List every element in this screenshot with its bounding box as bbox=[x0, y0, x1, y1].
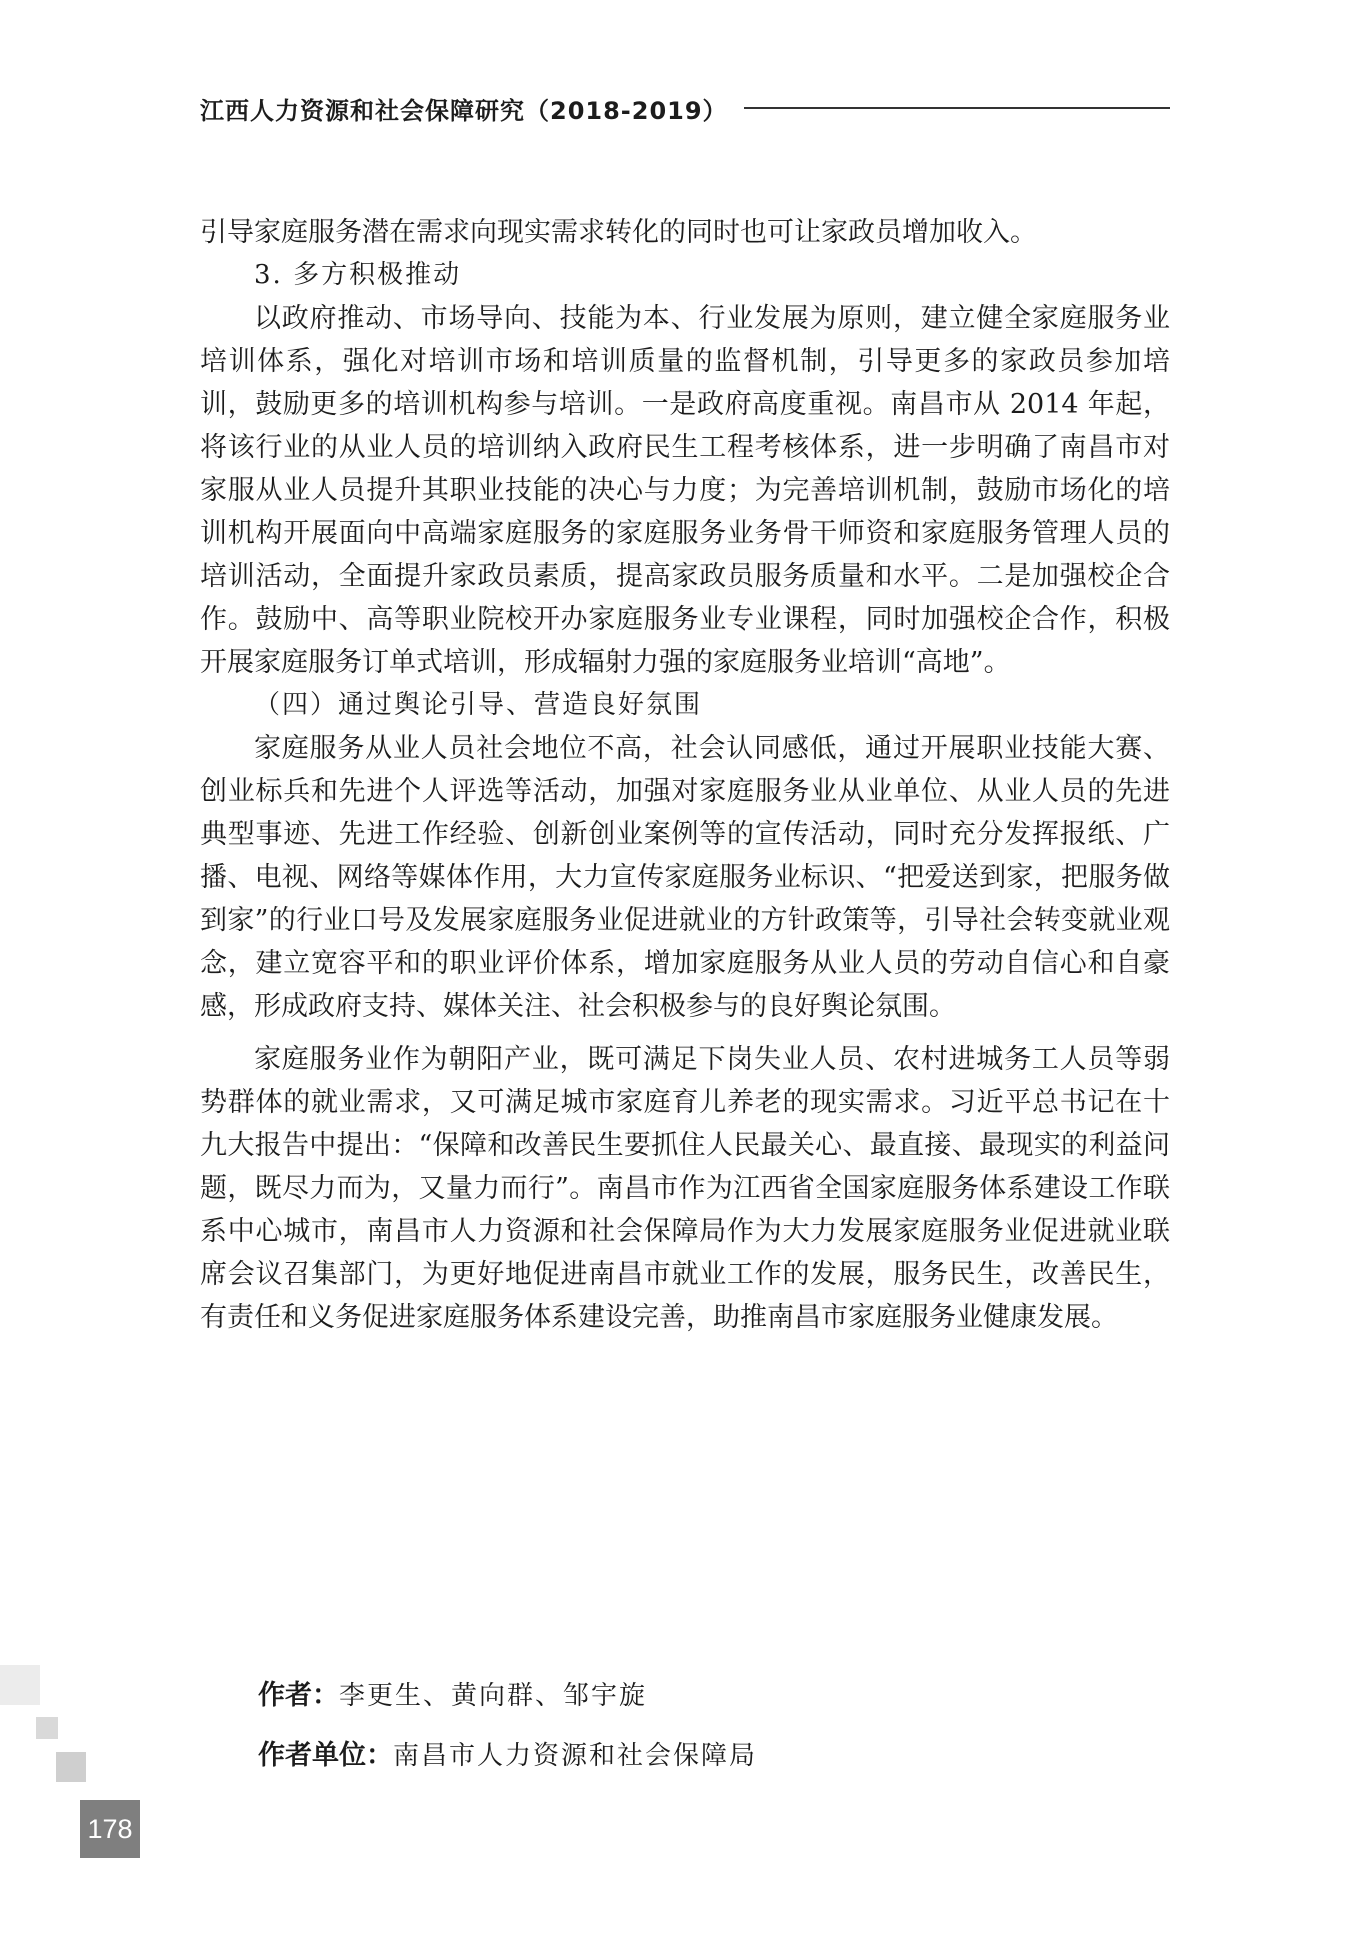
author-unit-label: 作者单位： bbox=[258, 1740, 393, 1771]
author-block bbox=[258, 1666, 757, 1786]
paragraph-continuation: 引导家庭服务潜在需求向现实需求转化的同时也可让家政员增加收入。 bbox=[200, 217, 1037, 248]
decorative-square-2 bbox=[36, 1717, 58, 1739]
decorative-square-3 bbox=[56, 1752, 86, 1782]
page-number: 178 bbox=[80, 1800, 140, 1858]
header-rule bbox=[744, 107, 1170, 109]
book-title: 江西人力资源和社会保障研究（2018-2019） bbox=[200, 96, 728, 125]
author-label: 作者： bbox=[258, 1680, 339, 1711]
running-header bbox=[200, 88, 1170, 128]
paragraph-conclusion: 家庭服务业作为朝阳产业，既可满足下岗失业人员、农村进城务工人员等弱势群体的就业需求，又可满足城市家庭育儿养老的现实需求。习近平总书记在十九大报告中提出：“保障和改善民生要抓住人民最关心、最直接、最现实的利益问题，既尽力而为，又量力而行”。南昌市作为江西省全国家庭服务体系建设工作联系中心城市，南昌市人力资源和社会保障局作为大力发展家庭服务业促进就业联席会议召集部门，为更好地促进南昌市就业工作的发展，服务民生，改善民生，有责任和义务促进家庭服务体系建设完善，助推南昌市家庭服务业健康发展。 bbox=[200, 1044, 1170, 1333]
decorative-square-1 bbox=[0, 1665, 40, 1705]
author-line bbox=[258, 1666, 757, 1726]
paragraph-publicity: 家庭服务从业人员社会地位不高，社会认同感低，通过开展职业技能大赛、创业标兵和先进个人评选等活动，加强对家庭服务业从业单位、从业人员的先进典型事迹、先进工作经验、创新创业案例等的宣传活动，同时充分发挥报纸、广播、电视、网络等媒体作用，大力宣传家庭服务业标识、“把爱送到家，把服务做到家”的行业口号及发展家庭服务业促进就业的方针政策等，引导社会转变就业观念，建立宽容平和的职业评价体系，增加家庭服务从业人员的劳动自信心和自豪感，形成政府支持、媒体关注、社会积极参与的良好舆论氛围。 bbox=[200, 733, 1170, 1022]
paragraph-training: 以政府推动、市场导向、技能为本、行业发展为原则，建立健全家庭服务业培训体系，强化对培训市场和培训质量的监督机制，引导更多的家政员参加培训，鼓励更多的培训机构参与培训。一是政府高度重视。南昌市从 2014 年起，将该行业的从业人员的培训纳入政府民生工程考核体系，进一步明确了南昌市对家服从业人员提升其职业技能的决心与力度；为完善培训机制，鼓励市场化的培训机构开展面向中高端家庭服务的家庭服务业务骨干师资和家庭服务管理人员的培训活动，全面提升家政员素质，提高家政员服务质量和水平。二是加强校企合作。鼓励中、高等职业院校开办家庭服务业专业课程，同时加强校企合作，积极开展家庭服务订单式培训，形成辐射力强的家庭服务业培训“高地”。 bbox=[200, 303, 1170, 678]
subheading-multi-party: 3. 多方积极推动 bbox=[254, 260, 462, 290]
page-body bbox=[200, 211, 1170, 1339]
author-unit-name: 南昌市人力资源和社会保障局 bbox=[393, 1741, 758, 1771]
author-unit-line bbox=[258, 1726, 757, 1786]
section-heading-4: （四）通过舆论引导、营造良好氛围 bbox=[254, 690, 703, 720]
author-names: 李更生、黄向群、邹宇旋 bbox=[339, 1681, 648, 1711]
